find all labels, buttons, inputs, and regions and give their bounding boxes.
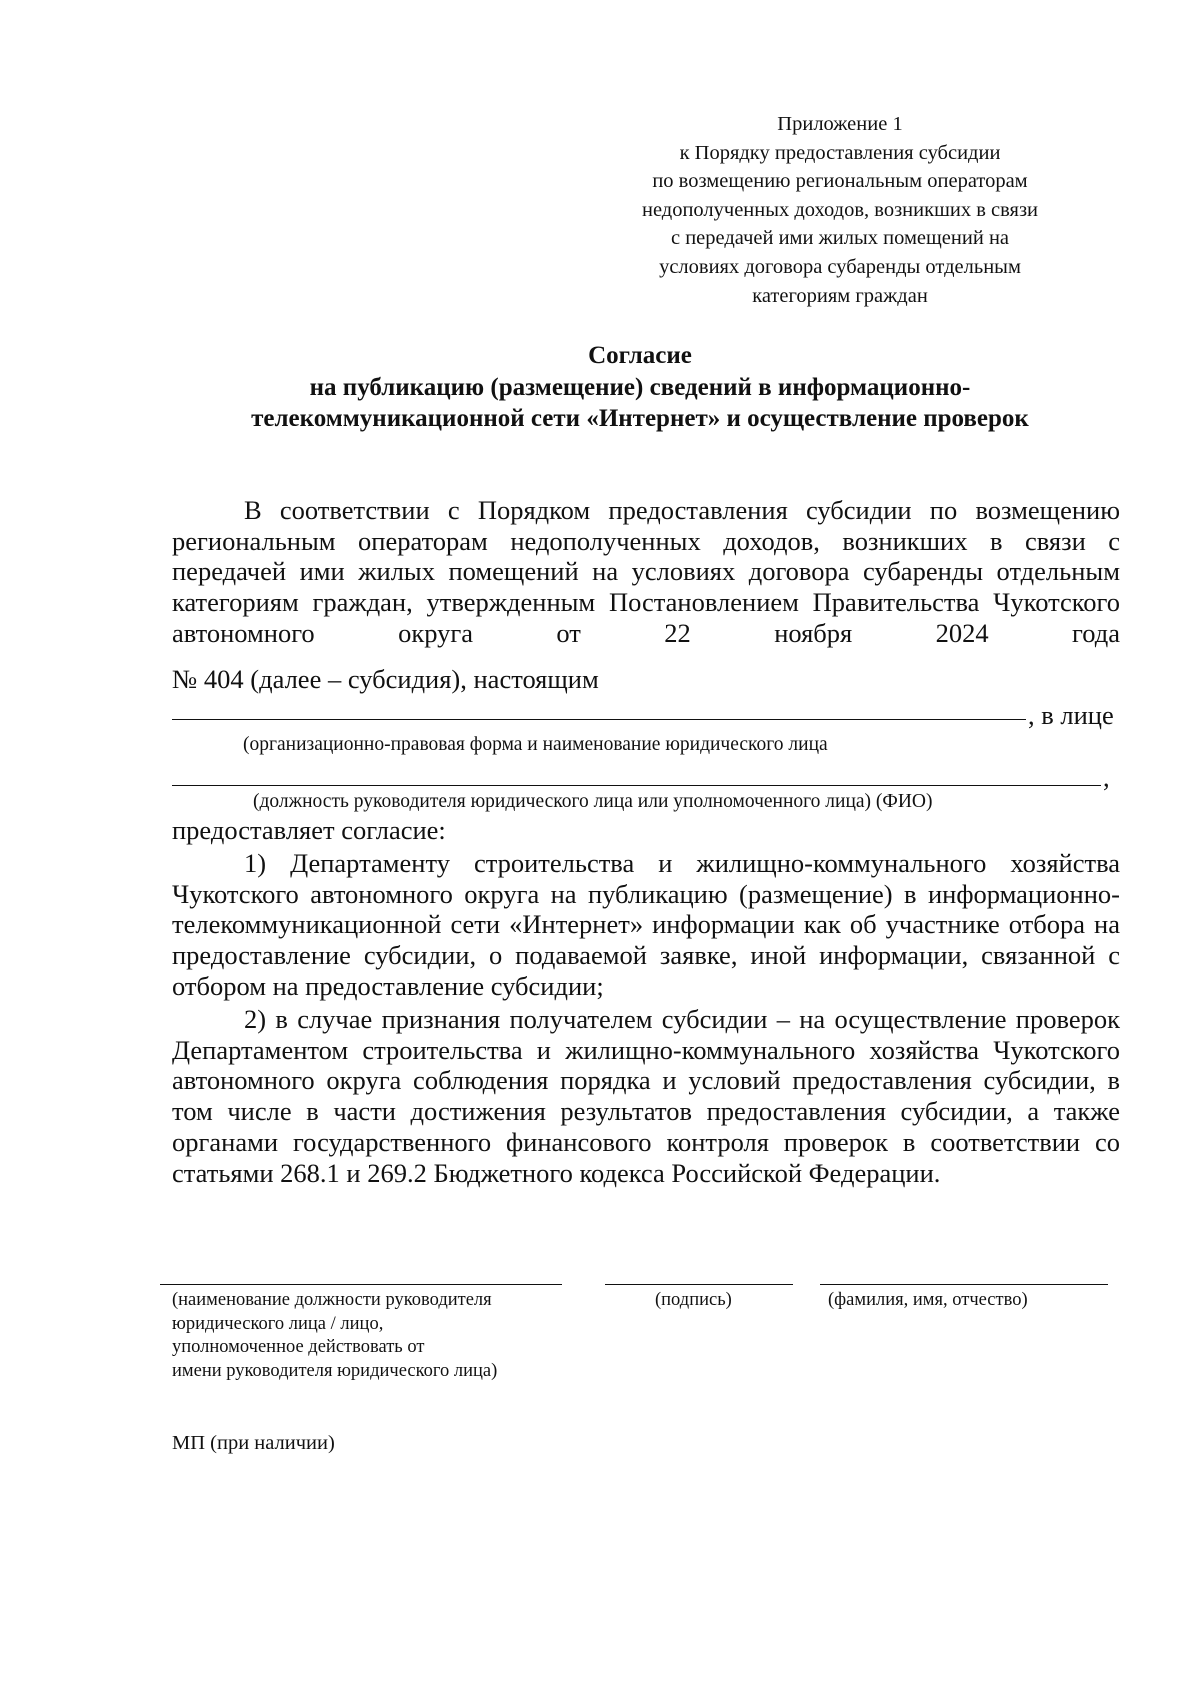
- appendix-header: [605, 110, 1075, 310]
- representative-suffix: ,: [1103, 762, 1110, 792]
- position-signature-line[interactable]: [160, 1284, 562, 1285]
- full-name-caption: (фамилия, имя, отчество): [828, 1290, 1028, 1310]
- signature-caption: (подпись): [655, 1290, 732, 1310]
- position-caption-line: (наименование должности руководителя: [172, 1290, 492, 1310]
- appendix-line: категориям граждан: [752, 284, 928, 307]
- appendix-line: к Порядку предоставления субсидии: [679, 141, 1001, 164]
- consent-item-1: 1) Департаменту строительства и жилищно-коммунального хозяйства Чукотского автономного округа на публикацию (размещение) в информационно-телекоммуникационной сети «Интернет» информации как об участнике отбора на предоставление субсидии, о подаваемой заявке, иной информации, связанной с отбором на предоставление субсидии;: [172, 848, 1120, 1001]
- title-line: на публикацию (размещение) сведений в информационно-: [309, 373, 971, 401]
- intro-paragraph-end: № 404 (далее – субсидия), настоящим: [172, 664, 599, 694]
- stamp-note: МП (при наличии): [172, 1432, 335, 1454]
- legal-entity-fill-line[interactable]: [172, 719, 1026, 720]
- position-caption: [172, 1289, 497, 1383]
- signature-line[interactable]: [605, 1284, 793, 1285]
- legal-entity-suffix: , в лице: [1028, 700, 1114, 730]
- appendix-line: условиях договора субаренды отдельным: [659, 255, 1021, 278]
- legal-entity-caption: (организационно-правовая форма и наименование юридического лица: [243, 734, 828, 755]
- consent-item-2: 2) в случае признания получателем субсидии – на осуществление проверок Департаментом строительства и жилищно-коммунального хозяйства Чукотского автономного округа соблюдения порядка и условий предоставления субсидии, в том числе в части достижения результатов предоставления субсидии, а также органами государственного финансового контроля проверок в соответствии со статьями 268.1 и 269.2 Бюджетного кодекса Российской Федерации.: [172, 1004, 1120, 1188]
- consent-lead: предоставляет согласие:: [172, 815, 446, 845]
- document-title: [160, 340, 1120, 435]
- appendix-line: по возмещению региональным операторам: [652, 170, 1028, 193]
- appendix-line: недополученных доходов, возникших в связи: [641, 198, 1039, 221]
- representative-fill-line[interactable]: [172, 785, 1101, 786]
- representative-caption: (должность руководителя юридического лица или уполномоченного лица) (ФИО): [253, 791, 933, 812]
- title-line: телекоммуникационной сети «Интернет» и осуществление проверок: [251, 405, 1029, 432]
- full-name-line[interactable]: [820, 1284, 1108, 1285]
- appendix-line: с передачей ими жилых помещений на: [670, 227, 1010, 250]
- position-caption-line: юридического лица / лицо,: [172, 1313, 384, 1334]
- position-caption-line: имени руководителя юридического лица): [172, 1360, 498, 1381]
- appendix-line: Приложение 1: [777, 113, 903, 135]
- intro-paragraph: В соответствии с Порядком предоставления субсидии по возмещению региональным операторам недополученных доходов, возникших в связи с передачей ими жилых помещений на условиях договора субаренды отдельным категориям граждан, утвержденным Постановлением Правительства Чукотского автономного округа от 22 ноября 2024 года: [172, 495, 1120, 648]
- position-caption-line: уполномоченное действовать от: [172, 1337, 425, 1357]
- title-line: Согласие: [588, 342, 692, 369]
